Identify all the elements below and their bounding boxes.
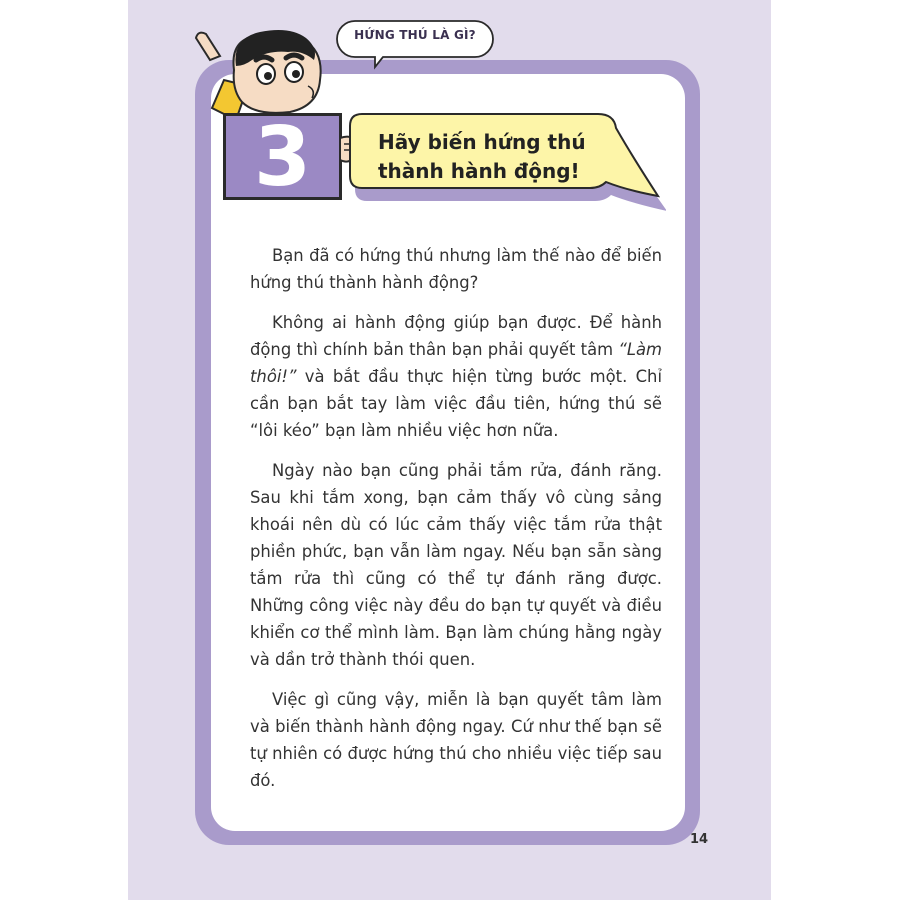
paragraph-1: Bạn đã có hứng thú nhưng làm thế nào để biến hứng thú thành hành động?: [250, 246, 662, 292]
paragraph-2: [250, 309, 662, 444]
chapter-title-line2: thành hành động!: [378, 159, 580, 183]
chapter-number: 3: [253, 110, 312, 205]
page-number: 14: [690, 832, 709, 847]
paragraph-4: Việc gì cũng vậy, miễn là bạn quyết tâm làm và biến thành hành động ngay. Cứ như thế bạn sẽ tự nhiên có được hứng thú cho nhiều việc tiếp sau đó.: [250, 690, 662, 790]
paragraph-2-part2: và bắt đầu thực hiện từng bước một. Chỉ cần bạn bắt tay làm việc đầu tiên, hứng thú sẽ “lôi kéo” bạn làm nhiều việc hơn nữa.: [250, 367, 662, 440]
paragraph-3: Ngày nào bạn cũng phải tắm rửa, đánh răng. Sau khi tắm xong, bạn cảm thấy vô cùng sảng khoái nên dù có lúc cảm thấy việc tắm rửa thật phiền phức, bạn vẫn làm ngay. Nếu bạn sẵn sàng tắm rửa thì cũng có thể tự đánh răng được. Những công việc này đều do bạn tự quyết và điều khiển cơ thể mình làm. Bạn làm chúng hằng ngày và dần trở thành thói quen.: [250, 461, 662, 669]
body-text: [250, 242, 662, 807]
section-label: HỨNG THÚ LÀ GÌ?: [354, 28, 476, 42]
chapter-title: [378, 128, 618, 186]
chapter-number-box: [223, 110, 342, 205]
paragraph-2-emphasis: “Làm thôi!”: [250, 340, 662, 386]
chapter-title-line1: Hãy biến hứng thú: [378, 130, 586, 154]
paragraph-2-part1: Không ai hành động giúp bạn được. Để hành động thì chính bản thân bạn phải quyết tâm: [250, 313, 662, 359]
